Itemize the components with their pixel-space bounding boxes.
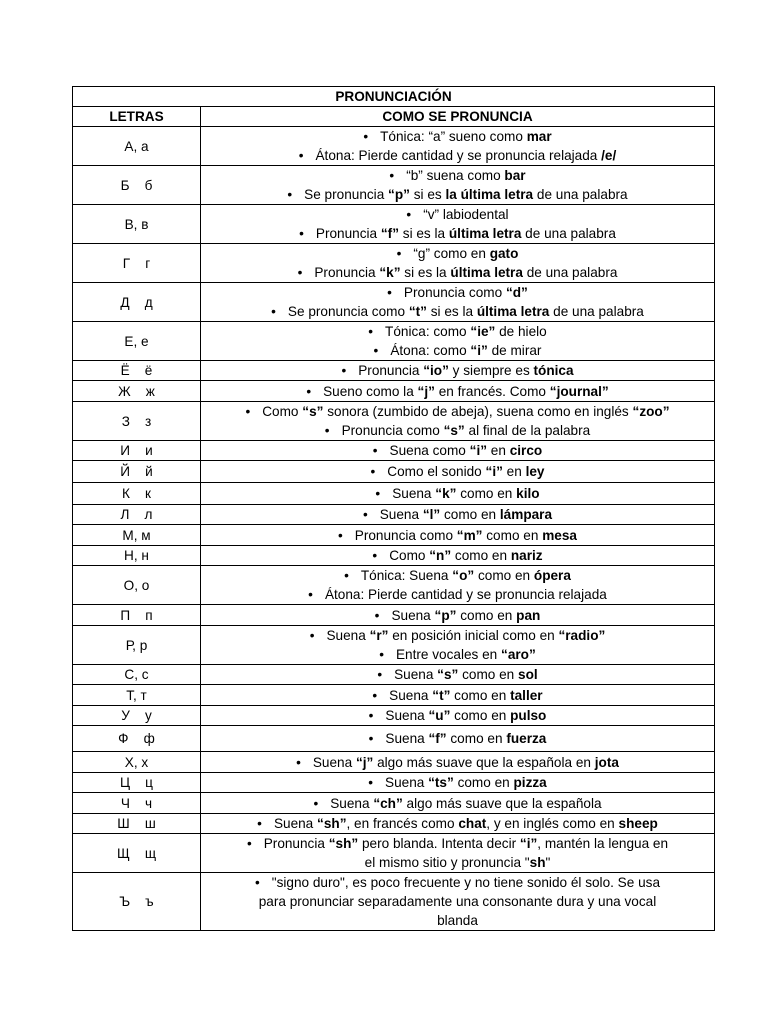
text-segment: Tónica: “a” sueno como xyxy=(380,129,527,144)
bold-text: “t” xyxy=(432,687,451,703)
text-segment: Suena xyxy=(312,754,356,770)
bullet-continuation xyxy=(201,911,714,930)
bullet-item xyxy=(201,402,714,421)
table-row xyxy=(73,525,715,546)
table-row xyxy=(73,665,715,685)
text-segment: si es la xyxy=(399,226,449,241)
pronunciation-cell xyxy=(201,814,715,834)
bold-text: la última letra xyxy=(445,187,534,202)
bold-text: “s” xyxy=(443,423,465,438)
table-row xyxy=(73,322,715,361)
letter-text: Р, р xyxy=(125,637,148,653)
letter-cell xyxy=(73,726,201,752)
text-segment: Entre vocales en xyxy=(395,647,502,662)
text-segment: al final de la palabra xyxy=(464,423,591,438)
letter-text: Т, т xyxy=(126,687,147,703)
table-row xyxy=(73,461,715,483)
text-segment: como en xyxy=(446,731,507,746)
bullet-item xyxy=(201,526,714,545)
letter-text: Д д xyxy=(120,294,153,310)
letter-text: Л л xyxy=(120,507,153,522)
table-row xyxy=(73,166,715,205)
letter-text: Щ щ xyxy=(116,845,157,861)
pronunciation-cell xyxy=(201,834,715,873)
letter-text: Б б xyxy=(120,177,153,193)
pronunciation-cell xyxy=(201,402,715,441)
text-segment: como en xyxy=(458,667,519,682)
text-segment: “b” suena como xyxy=(406,168,505,183)
pronunciation-cell xyxy=(201,773,715,793)
letter-cell xyxy=(73,483,201,505)
bold-text: pulso xyxy=(510,708,547,723)
pronunciation-cell xyxy=(201,361,715,381)
text-segment: Suena xyxy=(389,687,433,703)
bold-text: “u” xyxy=(428,708,451,723)
bold-text: sheep xyxy=(618,816,658,831)
bullet-item xyxy=(201,302,714,321)
bullet-item xyxy=(201,166,714,185)
table-row xyxy=(73,546,715,566)
table-row xyxy=(73,685,715,706)
bold-text: “aro” xyxy=(501,647,536,662)
letter-cell xyxy=(73,814,201,834)
bold-text: bar xyxy=(504,168,526,183)
letter-cell xyxy=(73,525,201,546)
bold-text: “t” xyxy=(408,304,427,319)
letter-cell xyxy=(73,546,201,566)
text-segment: Suena xyxy=(326,628,370,643)
pronunciation-cell xyxy=(201,525,715,546)
bullet-item xyxy=(201,224,714,243)
letter-cell xyxy=(73,283,201,322)
bold-text: pizza xyxy=(513,775,547,790)
text-segment: Tónica: Suena xyxy=(360,568,453,583)
letter-text: Н, н xyxy=(124,548,149,563)
bold-text: “radio” xyxy=(558,628,606,643)
pronunciation-cell xyxy=(201,461,715,483)
bold-text: “p” xyxy=(388,187,410,202)
pronunciation-cell xyxy=(201,205,715,244)
letter-cell xyxy=(73,166,201,205)
text-segment: como en xyxy=(456,486,517,501)
text-segment: Átona: Pierde cantidad y se pronuncia relajada xyxy=(315,148,602,163)
pronunciation-cell xyxy=(201,566,715,605)
text-segment: como en xyxy=(482,527,543,543)
bold-text: nariz xyxy=(510,548,543,563)
pronunciation-cell xyxy=(201,706,715,726)
text-segment: Sueno como la xyxy=(323,383,418,399)
text-segment: Tónica: como xyxy=(385,324,471,339)
letter-text: Ж ж xyxy=(118,383,155,399)
table-row xyxy=(73,483,715,505)
text-segment: Suena como xyxy=(389,443,470,458)
bold-text: “f” xyxy=(380,226,399,241)
text-segment: si es xyxy=(409,187,446,202)
text-segment: de hielo xyxy=(495,324,547,339)
text-segment: Pronuncia xyxy=(358,363,424,378)
table-title: PRONUNCIACIÓN xyxy=(73,87,715,107)
text-segment: Como el sonido xyxy=(387,464,486,479)
bold-text: taller xyxy=(510,687,543,703)
bullet-item xyxy=(201,773,714,792)
bold-text: sol xyxy=(518,667,538,682)
pronunciation-cell xyxy=(201,483,715,505)
bullet-item xyxy=(201,127,714,146)
bullet-item xyxy=(201,205,714,224)
letter-cell xyxy=(73,566,201,605)
pronunciation-cell xyxy=(201,381,715,402)
text-segment: Como xyxy=(262,404,303,419)
table-row xyxy=(73,283,715,322)
table-row xyxy=(73,505,715,525)
bold-text: “sh” xyxy=(328,836,359,851)
bullet-item xyxy=(201,814,714,833)
letter-text: К к xyxy=(122,486,151,501)
bullet-item xyxy=(201,505,714,524)
bullet-item xyxy=(201,665,714,684)
table-row xyxy=(73,873,715,931)
text-segment: “v” labiodental xyxy=(423,207,509,222)
letter-cell xyxy=(73,834,201,873)
text-segment: en posición inicial como en xyxy=(388,628,559,643)
bold-text: “k” xyxy=(379,265,401,280)
pronunciation-cell xyxy=(201,505,715,525)
text-segment: Suena xyxy=(394,667,438,682)
pronunciation-cell xyxy=(201,685,715,706)
text-segment: de una palabra xyxy=(533,187,628,202)
bold-text: “journal” xyxy=(549,383,609,399)
bold-text: “s” xyxy=(302,404,324,419)
bullet-item xyxy=(201,441,714,460)
bold-text: chat xyxy=(458,816,487,831)
pronunciation-cell xyxy=(201,793,715,814)
table-row xyxy=(73,605,715,626)
text-segment: como en xyxy=(440,507,500,522)
letter-cell xyxy=(73,205,201,244)
letter-text: О, о xyxy=(123,577,150,593)
bullet-item xyxy=(201,794,714,813)
column-header-pronunciation: COMO SE PRONUNCIA xyxy=(201,107,715,127)
letter-cell xyxy=(73,665,201,685)
table-row xyxy=(73,244,715,283)
text-segment: “g” como en xyxy=(413,246,490,261)
text-segment: de una palabra xyxy=(521,226,616,241)
letter-text: Ё ё xyxy=(120,363,153,378)
bold-text: “o” xyxy=(452,568,475,583)
letter-cell xyxy=(73,127,201,166)
bold-text: lámpara xyxy=(499,507,553,522)
text-segment: si es la xyxy=(400,265,451,280)
bold-text: “k” xyxy=(435,486,457,501)
letter-cell xyxy=(73,685,201,706)
text-segment: algo más suave que la española xyxy=(402,795,602,811)
bold-text: jota xyxy=(594,754,619,770)
bold-text: “j” xyxy=(417,383,435,399)
table-row xyxy=(73,814,715,834)
text-segment: Pronuncia xyxy=(315,226,381,241)
bold-text: “s” xyxy=(437,667,459,682)
text-segment: como en xyxy=(474,568,534,583)
letter-cell xyxy=(73,706,201,726)
bold-text: “sh” xyxy=(317,816,347,831)
bold-text: “i” xyxy=(485,464,503,479)
bold-text: “io” xyxy=(423,363,449,378)
text-segment: de una palabra xyxy=(522,265,618,280)
letter-text: Ш ш xyxy=(117,816,156,831)
letter-cell xyxy=(73,461,201,483)
bold-text: “j” xyxy=(355,754,374,770)
text-segment: "signo duro", es poco frecuente y no tiene sonido él solo. Se usa xyxy=(271,875,661,890)
text-segment: en xyxy=(487,443,510,458)
text-segment: blanda xyxy=(437,913,478,928)
letter-cell xyxy=(73,322,201,361)
text-segment: el mismo sitio y pronuncia " xyxy=(364,855,530,870)
letter-cell xyxy=(73,773,201,793)
pronunciation-cell xyxy=(201,873,715,931)
bullet-continuation xyxy=(201,853,714,872)
bold-text: última letra xyxy=(450,265,523,280)
text-segment: sonora (zumbido de abeja), suena como en inglés xyxy=(323,404,633,419)
letter-text: У у xyxy=(121,708,152,723)
letter-text: Ч ч xyxy=(120,795,153,811)
pronunciation-cell xyxy=(201,546,715,566)
pronunciation-cell xyxy=(201,752,715,773)
bold-text: circo xyxy=(509,443,543,458)
text-segment: como en xyxy=(450,708,511,723)
bullet-item xyxy=(201,606,714,625)
text-segment: y siempre es xyxy=(448,363,534,378)
bullet-item xyxy=(201,753,714,772)
bold-text: “l” xyxy=(422,507,441,522)
text-segment: de mirar xyxy=(487,343,542,358)
bullet-continuation xyxy=(201,892,714,911)
letter-cell xyxy=(73,244,201,283)
text-segment: como en xyxy=(450,687,511,703)
text-segment: Suena xyxy=(385,731,429,746)
letter-cell xyxy=(73,793,201,814)
letter-cell xyxy=(73,752,201,773)
text-segment: Átona: como xyxy=(390,343,471,358)
text-segment: , en francés como xyxy=(346,816,459,831)
bold-text: “m” xyxy=(456,527,483,543)
bold-text: “d” xyxy=(505,285,528,300)
bullet-item xyxy=(201,585,714,604)
bullet-item xyxy=(201,546,714,565)
bullet-item xyxy=(201,729,714,748)
bullet-item xyxy=(201,185,714,204)
bold-text: “i” xyxy=(470,343,488,358)
letter-cell xyxy=(73,605,201,626)
text-segment: Pronuncia como xyxy=(354,527,457,543)
bold-text: última letra xyxy=(448,226,522,241)
letter-text: А, а xyxy=(124,138,149,154)
bold-text: pan xyxy=(516,607,541,623)
pronunciation-cell xyxy=(201,665,715,685)
table-row xyxy=(73,566,715,605)
bold-text: “p” xyxy=(434,607,457,623)
bold-text: “ts” xyxy=(428,775,454,790)
letter-text: Ц ц xyxy=(120,775,153,790)
text-segment: de una palabra xyxy=(549,304,644,319)
table-row xyxy=(73,626,715,665)
bold-text: mar xyxy=(526,129,552,144)
column-header-letters: LETRAS xyxy=(73,107,201,127)
bold-text: kilo xyxy=(516,486,540,501)
bullet-item xyxy=(201,484,714,503)
table-row xyxy=(73,381,715,402)
table-row xyxy=(73,205,715,244)
bold-text: sh xyxy=(529,855,546,870)
bold-text: ópera xyxy=(533,568,571,583)
bullet-item xyxy=(201,706,714,725)
text-segment: Se pronuncia xyxy=(304,187,389,202)
bold-text: “ch” xyxy=(373,795,403,811)
table-row xyxy=(73,773,715,793)
bold-text: mesa xyxy=(542,527,577,543)
letter-text: В, в xyxy=(124,216,149,232)
text-segment: como en xyxy=(451,548,511,563)
letter-text: З з xyxy=(121,413,152,429)
bullet-item xyxy=(201,341,714,360)
text-segment: Se pronuncia como xyxy=(287,304,409,319)
text-segment: para pronunciar separadamente una consonante dura y una vocal xyxy=(258,894,657,909)
text-segment: como en xyxy=(456,607,517,623)
letter-text: Е, е xyxy=(124,333,149,349)
bullet-item xyxy=(201,382,714,401)
letter-cell xyxy=(73,505,201,525)
pronunciation-cell xyxy=(201,166,715,205)
letter-text: Г г xyxy=(122,255,151,271)
pronunciation-cell xyxy=(201,283,715,322)
letter-text: П п xyxy=(120,607,153,623)
bold-text: “ie” xyxy=(470,324,496,339)
text-segment: " xyxy=(545,855,551,870)
table-row xyxy=(73,752,715,773)
text-segment: , mantén la lengua en xyxy=(537,836,669,851)
letter-text: Й й xyxy=(120,464,153,479)
bold-text: tónica xyxy=(533,363,574,378)
letter-cell xyxy=(73,626,201,665)
table-row xyxy=(73,834,715,873)
bullet-item xyxy=(201,834,714,853)
bold-text: ley xyxy=(525,464,545,479)
bullet-item xyxy=(201,361,714,380)
bullet-item xyxy=(201,263,714,282)
text-segment: pero blanda. Intenta decir xyxy=(358,836,520,851)
text-segment: en xyxy=(502,464,526,479)
table-body xyxy=(73,127,715,931)
table-row xyxy=(73,706,715,726)
pronunciation-cell xyxy=(201,626,715,665)
bullet-item xyxy=(201,686,714,705)
bullet-item xyxy=(201,566,714,585)
letter-cell xyxy=(73,361,201,381)
bullet-item xyxy=(201,244,714,263)
table-row xyxy=(73,402,715,441)
pronunciation-cell xyxy=(201,605,715,626)
bullet-item xyxy=(201,626,714,645)
letter-cell xyxy=(73,381,201,402)
letter-text: С, с xyxy=(124,667,149,682)
bullet-item xyxy=(201,873,714,892)
text-segment: Átona: Pierde cantidad y se pronuncia relajada xyxy=(324,587,607,602)
text-segment: como en xyxy=(453,775,514,790)
letter-cell xyxy=(73,441,201,461)
pronunciation-cell xyxy=(201,244,715,283)
bold-text: “i” xyxy=(469,443,488,458)
table-row xyxy=(73,441,715,461)
table-row xyxy=(73,793,715,814)
bold-text: última letra xyxy=(476,304,550,319)
bold-text: “f” xyxy=(428,731,447,746)
table-row xyxy=(73,361,715,381)
bold-text: “zoo” xyxy=(632,404,670,419)
letter-text: Х, х xyxy=(124,754,149,770)
bold-text: gato xyxy=(489,246,519,261)
table-row xyxy=(73,127,715,166)
text-segment: Suena xyxy=(273,816,318,831)
letter-text: Ъ ъ xyxy=(119,894,154,909)
title-row xyxy=(73,87,715,107)
letter-text: И и xyxy=(120,443,153,458)
text-segment: Pronuncia xyxy=(263,836,329,851)
table-row xyxy=(73,726,715,752)
bold-text: “i” xyxy=(519,836,538,851)
bullet-item xyxy=(201,462,714,481)
bold-text: “r” xyxy=(369,628,389,643)
bold-text: “n” xyxy=(429,548,452,563)
pronunciation-cell xyxy=(201,127,715,166)
pronunciation-cell xyxy=(201,726,715,752)
letter-cell xyxy=(73,402,201,441)
pronunciation-cell xyxy=(201,441,715,461)
pronunciation-cell xyxy=(201,322,715,361)
bold-text: /e/ xyxy=(601,148,617,163)
letter-text: М, м xyxy=(122,527,151,543)
text-segment: Pronuncia xyxy=(314,265,380,280)
bullet-item xyxy=(201,146,714,165)
text-segment: Suena xyxy=(392,486,436,501)
text-segment: Suena xyxy=(379,507,423,522)
text-segment: Como xyxy=(389,548,430,563)
text-segment: Suena xyxy=(391,607,435,623)
bold-text: fuerza xyxy=(506,731,547,746)
text-segment: si es la xyxy=(426,304,477,319)
text-segment: Suena xyxy=(330,795,374,811)
text-segment: en francés. Como xyxy=(434,383,550,399)
text-segment: , y en inglés como en xyxy=(486,816,619,831)
bullet-item xyxy=(201,322,714,341)
pronunciation-table xyxy=(72,86,715,931)
bullet-item xyxy=(201,283,714,302)
text-segment: Pronuncia como xyxy=(341,423,444,438)
header-row xyxy=(73,107,715,127)
text-segment: Pronuncia como xyxy=(403,285,506,300)
bullet-item xyxy=(201,645,714,664)
bullet-item xyxy=(201,421,714,440)
text-segment: Suena xyxy=(385,708,429,723)
letter-cell xyxy=(73,873,201,931)
text-segment: Suena xyxy=(385,775,429,790)
text-segment: algo más suave que la española en xyxy=(373,754,595,770)
letter-text: Ф ф xyxy=(118,731,155,746)
